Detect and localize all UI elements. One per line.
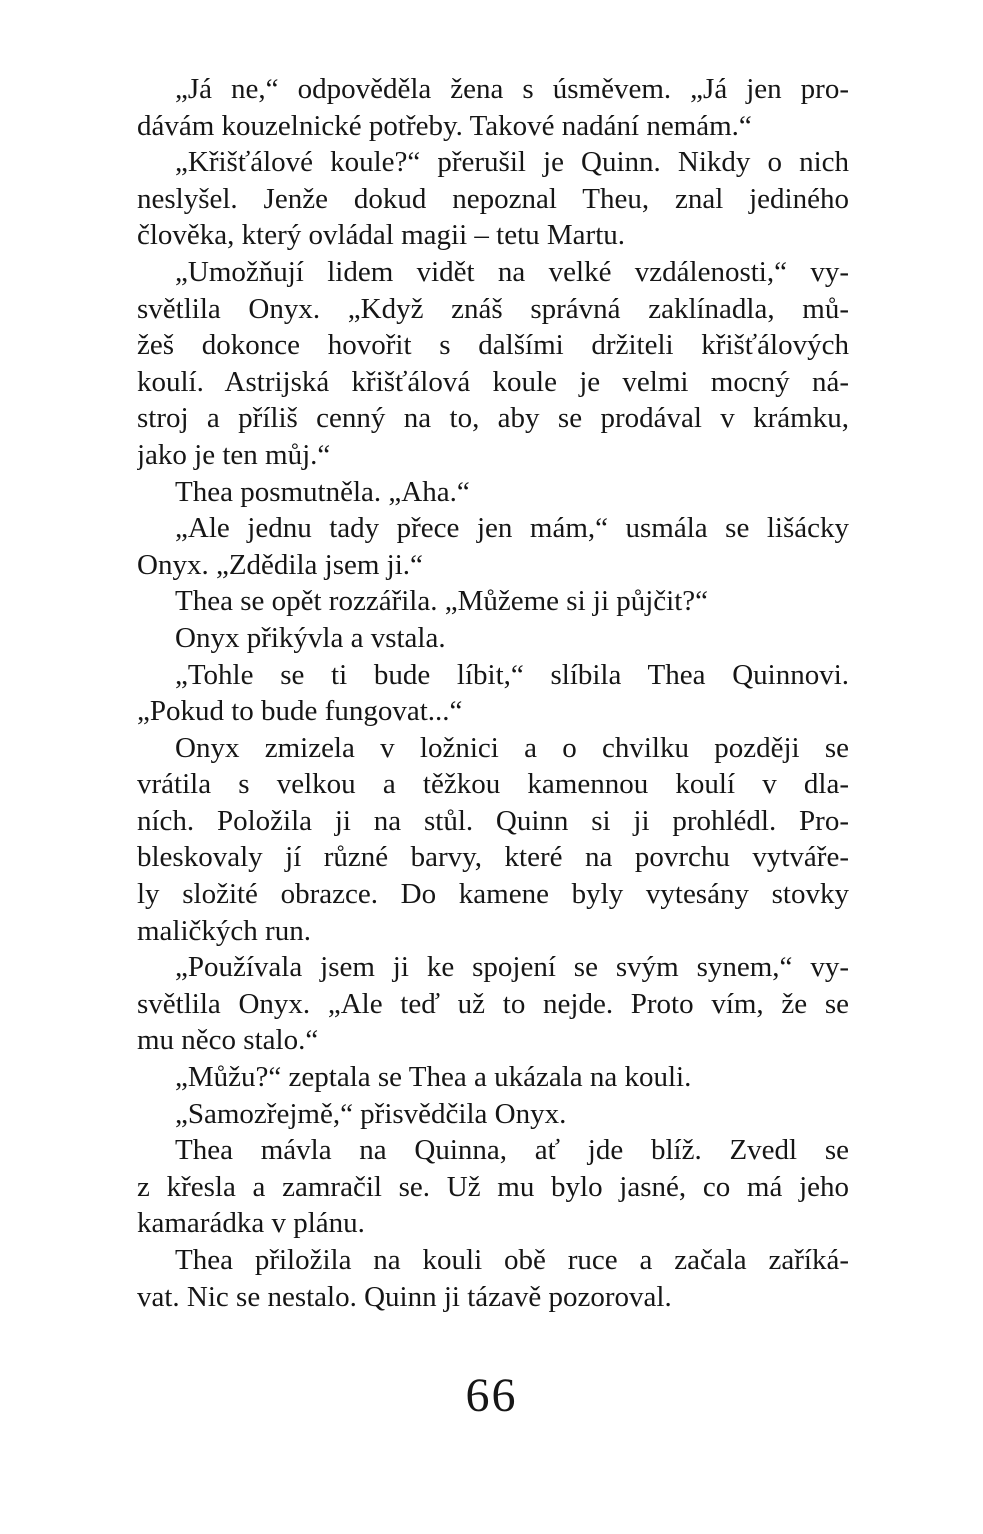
text-line: Onyx. „Zdědila jsem ji.“ [137,548,423,581]
text-line: „Samozřejmě,“ přisvědčila Onyx. [175,1097,567,1130]
paragraph [137,583,849,620]
paragraph [137,71,849,144]
paragraph [137,1242,849,1315]
text-line: Thea mávla na Quinna, ať jde blíž. Zvedl se [175,1134,849,1167]
paragraph [137,1059,849,1096]
paragraph [137,1096,849,1133]
text-line: neslyšel. Jenže dokud nepoznal Theu, znal jediného [137,182,849,215]
paragraph [137,620,849,657]
text-line: z křesla a zamračil se. Už mu bylo jasné, co má jeho [137,1170,849,1203]
text-line: stroj a příliš cenný na to, aby se prodával v krámku, [137,402,849,435]
text-line: ly složité obrazce. Do kamene byly vytesány stovky [137,878,849,911]
text-line: maličkých run. [137,914,311,947]
text-line: „Používala jsem ji ke spojení se svým synem,“ vy- [175,951,849,984]
text-line: člověka, který ovládal magii – tetu Martu. [137,219,626,252]
paragraph [137,474,849,511]
paragraph [137,730,849,950]
text-line: „Já ne,“ odpověděla žena s úsměvem. „Já jen pro- [175,73,849,105]
paragraph [137,657,849,730]
text-line: „Tohle se ti bude líbit,“ slíbila Thea Quinnovi. [175,658,849,691]
text-line: dávám kouzelnické potřeby. Takové nadání nemám.“ [137,109,752,142]
text-line: ních. Položila ji na stůl. Quinn si ji prohlédl. Pro- [137,804,849,837]
paragraph [137,510,849,583]
text-line: Thea přiložila na kouli obě ruce a začala zaříká- [175,1244,849,1276]
paragraph [137,254,849,474]
text-block [137,71,849,1315]
text-line: Thea posmutněla. „Aha.“ [175,475,470,508]
text-line: bleskovaly jí různé barvy, které na povrchu vytváře- [137,841,849,874]
text-line: vrátila s velkou a těžkou kamennou koulí v dla- [137,768,849,801]
page-number: 66 [465,1369,518,1422]
text-line: světlila Onyx. „Ale teď už to nejde. Proto vím, že se [137,987,849,1020]
paragraph [137,949,849,1059]
text-line: Thea se opět rozzářila. „Můžeme si ji půjčit?“ [175,585,709,618]
text-line: jako je ten můj.“ [137,438,331,471]
text-line: světlila Onyx. „Když znáš správná zaklínadla, mů- [137,292,849,325]
text-line: mu něco stalo.“ [137,1024,319,1057]
text-line: „Pokud to bude fungovat...“ [137,695,463,728]
text-line: „Křišťálové koule?“ přerušil je Quinn. Nikdy o nich [175,146,849,179]
text-line: vat. Nic se nestalo. Quinn ji tázavě pozoroval. [137,1280,672,1313]
text-line: Onyx zmizela v ložnici a o chvilku později se [175,731,849,764]
text-line: kamarádka v plánu. [137,1207,365,1240]
text-line: „Můžu?“ zeptala se Thea a ukázala na kouli. [175,1061,692,1094]
paragraph [137,144,849,254]
text-line: žeš dokonce hovořit s dalšími držiteli křišťálových [137,329,849,362]
text-line: „Umožňují lidem vidět na velké vzdálenosti,“ vy- [175,255,849,288]
text-line: Onyx přikývla a vstala. [175,621,446,654]
text-line: koulí. Astrijská křišťálová koule je velmi mocný ná- [137,365,849,398]
text-line: „Ale jednu tady přece jen mám,“ usmála se lišácky [175,512,849,545]
paragraph [137,1132,849,1242]
